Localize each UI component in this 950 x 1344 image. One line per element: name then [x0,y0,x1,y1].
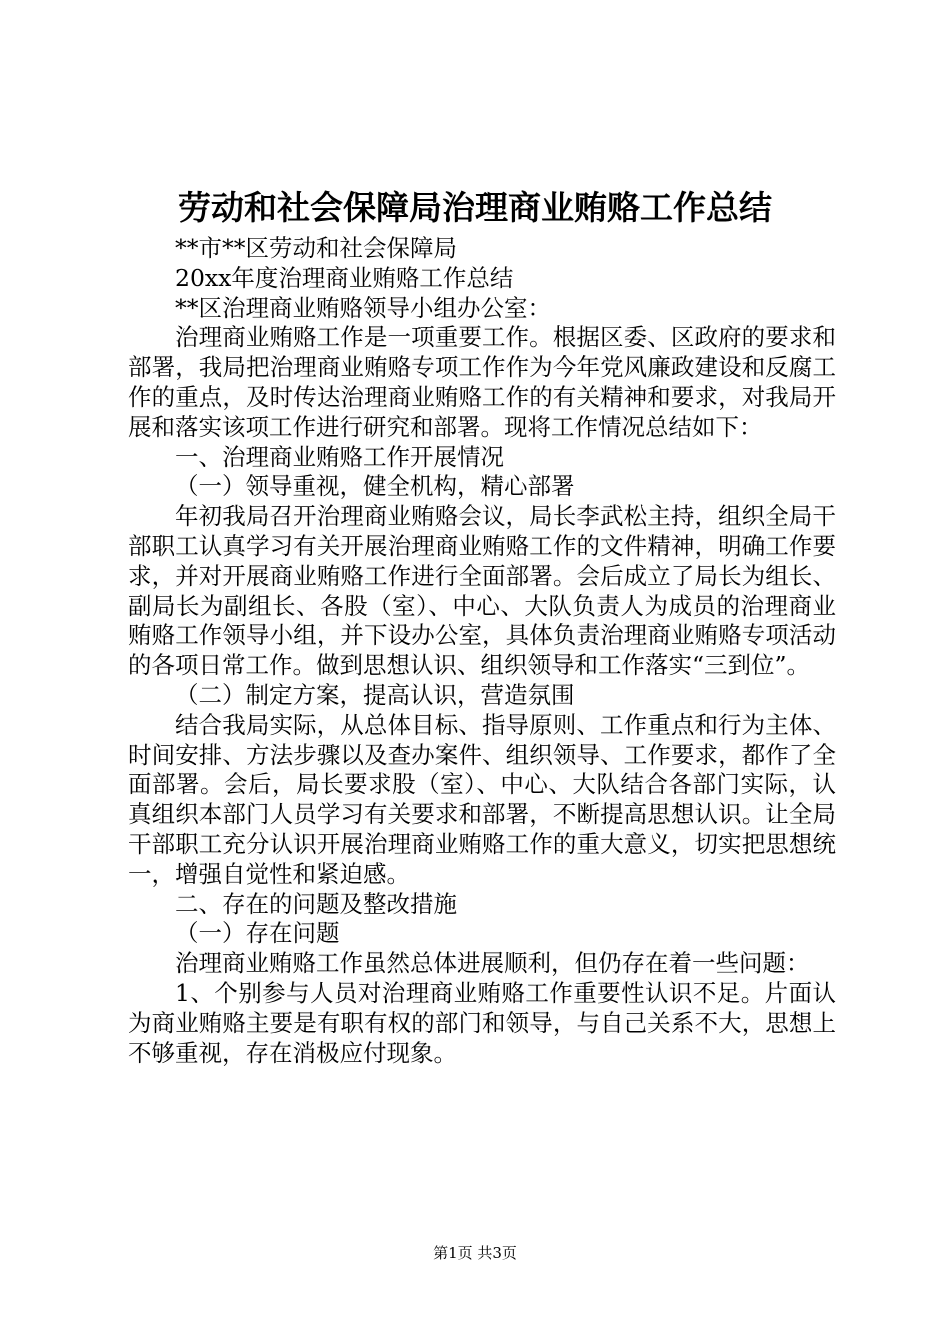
paragraph-body: 年初我局召开治理商业贿赂会议，局长李武松主持，组织全局干部职工认真学习有关开展治理商业贿赂工作的文件精神，明确工作要求，并对开展商业贿赂工作进行全面部署。会后成立了局长为组长、副局长为副组长、各股（室）、中心、大队负责人为成员的治理商业贿赂工作领导小组，并下设办公室，具体负责治理商业贿赂专项活动的各项日常工作。做到思想认识、组织领导和工作落实“三到位”。 [128,502,836,680]
subsection-heading-2-1: （一）存在问题 [175,919,340,948]
page-footer: 第1页 共3页 [433,1244,517,1262]
document-title: 劳动和社会保障局治理商业贿赂工作总结 [178,188,772,227]
section-heading-1: 一、治理商业贿赂工作开展情况 [175,442,504,471]
paragraph-intro: 治理商业贿赂工作是一项重要工作。根据区委、区政府的要求和部署，我局把治理商业贿赂专项工作作为今年党风廉政建设和反腐工作的重点，及时传达治理商业贿赂工作的有关精神和要求，对我局开展和落实该项工作进行研究和部署。现将工作情况总结如下： [128,323,836,441]
paragraph-body: 结合我局实际，从总体目标、指导原则、工作重点和行为主体、时间安排、方法步骤以及查办案件、组织领导、工作要求，都作了全面部署。会后，局长要求股（室）、中心、大队结合各部门实际，认真组织本部门人员学习有关要求和部署，不断提高思想认识。让全局干部职工充分认识开展治理商业贿赂工作的重大意义，切实把思想统一，增强自觉性和紧迫感。 [128,710,836,888]
paragraph-subtitle: 20xx年度治理商业贿赂工作总结 [175,263,514,292]
subsection-heading-1-2: （二）制定方案，提高认识，营造氛围 [175,680,575,709]
paragraph-body: 1、个别参与人员对治理商业贿赂工作重要性认识不足。片面认为商业贿赂主要是有职有权的部门和领导，与自己关系不大，思想上不够重视，存在消极应付现象。 [128,978,836,1067]
paragraph-recipient: **区治理商业贿赂领导小组办公室： [175,293,551,322]
paragraph-org: **市**区劳动和社会保障局 [175,234,457,262]
section-heading-2: 二、存在的问题及整改措施 [175,889,457,918]
subsection-heading-1-1: （一）领导重视，健全机构，精心部署 [175,472,575,501]
paragraph-body: 治理商业贿赂工作虽然总体进展顺利，但仍存在着一些问题： [175,949,810,978]
document-body [128,234,836,1068]
